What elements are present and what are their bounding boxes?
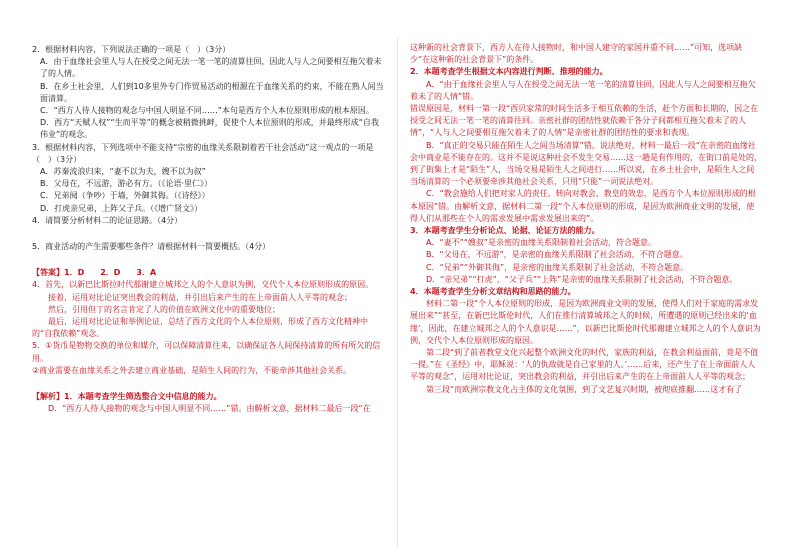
- analysis-2-c: C．“教会施给人们把对家人的责任，转向对教会、教皇的效忠，是西方个人本位原则形成的根本原因”错。由解析文意，据材料二第一段“个人本位原则的形成，是因为欧洲商业文明的发展，使得人们从那些在个人的需求发展中需求发展出来的”。: [410, 189, 756, 223]
- analysis-3-option-a: A．“妻不”“嫂叔”是亲密的血缘关系限制着社会活动，符合题意。: [426, 238, 657, 248]
- question-2-option-c: C．“西方人待人接物的观念与中国人明显不同……”本句是西方个人本位原则形成的根本原因。: [40, 106, 374, 116]
- question-3-option-b: B．父母在，不远游，游必有方。（《论语·里仁》）: [40, 179, 213, 189]
- answer-4-step-3: 最后，运用对比论证和举例论证，总结了西方文化的个人本位原则，形成了西方文化精神中的“自我依赖”观念。: [32, 317, 368, 339]
- analysis-3-option-d: D．“亲兄弟”“打虎”，“父子兵”“上阵”是亲密的血缘关系限制了社会活动，不符合题意。: [426, 274, 738, 284]
- answer-title: 【答案】1．D 2．D 3．A: [32, 268, 157, 278]
- column-divider: [397, 38, 398, 548]
- question-3-stem: 3．根据材料内容，下列选项中不能支持“宗密的血缘关系限制着若干社会活动”这一观点的一项是（ ）（3分）: [32, 142, 374, 164]
- left-column: [32, 44, 384, 415]
- answer-4-step-1: 接着，运用对比论证突出教会的利益，并引出后来产生的在上帝面前人人平等的观念；: [48, 292, 352, 302]
- question-3-option-a: A．苏秦流浪归来，“妻不以为夫，嫂不以为叔”: [40, 167, 206, 177]
- answer-5-point-1: 5．①货币是物物交换的单位和媒介，可以保障清算往来，以确保证各人间保持清算的所有所欠的信用。: [32, 341, 381, 363]
- question-3-option-c: C．兄弟阋（争吵）于墙，外御其侮。（《诗经》）: [40, 191, 210, 201]
- analysis-3-option-c: C．“兄弟”“外御其侮”，是亲密的血缘关系限制了社会活动，不符合题意。: [426, 262, 689, 272]
- question-2-option-a: A．由于血缘社会里人与人在授受之间无法一笔一笔的清算往回，因此人与人之间要相互拖欠着未了的人情。: [40, 57, 382, 79]
- analysis-4-paragraph-2: 第二段“到了前者教堂文化兴起整个欧洲文化的时代，家族的利益，在教会利益面前，竟是不值一提。”在《圣经》中，耶稣说：‘人的仇敌就是自己家里的人。’……后来，还产生了在上帝面前人人平等的观念”，运用对比论证，突出教会的利益，并引出后来产生的在上帝面前人人平等的观念；: [410, 348, 759, 382]
- analysis-4-paragraph-1: 材料二第一段“个人本位原则的形成，是因为欧洲商业文明的发展，使得人们对于家庭的需求发展出来”“甚至，在新巴比斯伦时代，人们在推行清算城邦之人的时候，所遭遇的原则已经出来的‘血缘’，因此，在建立城邦之人的个人意识是……”，以新巴比斯伦时代那谢建立城邦之人的个人意识为例，交代个人本位原则形成的原因。: [410, 299, 761, 345]
- analysis-3-title: 3．本题考查学生分析论点、论据、论证方法的能力。: [410, 226, 600, 236]
- question-4: 4．请简要分析材料二的论证思路。（4分）: [32, 215, 183, 225]
- analysis-2-a-label: A．“由于血缘社会里人与人在授受之间无法一笔一笔的清算往回，因此人与人之间要相互拖欠着未了的人情”错。: [410, 79, 756, 101]
- question-2-stem: 2．根据材料内容，下列说法正确的一项是（ ）（3分）: [32, 45, 231, 54]
- analysis-4-title: 4．本题考查学生分析文章结构和思路的能力。: [410, 287, 576, 297]
- analysis-title: 【解析】1．本题考查学生筛选整合文中信息的能力。: [32, 392, 222, 402]
- question-3-option-d: D．打虎亲兄弟，上阵父子兵。（《增广贤文》）: [40, 203, 203, 213]
- analysis-2-title: 2．本题考查学生根据文本内容进行判断、推理的能力。: [410, 67, 608, 77]
- analysis-option-d: D．“西方人待人接物的观念与中国人明显不同……”错。由解析文意，据材料二最后一段“在: [48, 404, 371, 414]
- answer-5-point-2: ②商业需要在血缘关系之外去建立商业基础，是陌生人间的行为，不能牵涉其他社会关系。: [32, 365, 352, 375]
- question-2-option-d: D．西方“天赋人权”“生而平等”的概念被稍微挑衅，促使个人本位原则的形成，并最终形成“自我伟业”的观念。: [40, 118, 379, 140]
- analysis-3-option-b: B．“父母在，不远游”，是亲密的血缘关系限制了社会活动，不符合题意。: [426, 250, 688, 260]
- question-2-option-b: B．在乡土社会里，人们到10多里外专门作贸易活动的根源在于血缘关系的约束，不能在熟人间当面清算。: [40, 81, 384, 103]
- analysis-2-b: B．“真正的交易只能在陌生人之间当场清算”错。说法绝对，材料一最后一段“在亲密的血缘社会中商业是不能存在的。这并不是说这种社会不发生交易……这一趟是有作用的，在街口前是处的，到了街集上才是“陌生”人，当场交易是陌生人之间进行……所以说，在乡土社会中，是陌生人之间当场清算的一个必须要牵涉其他社会关系，只用“只能”一词说法绝对。: [410, 140, 762, 187]
- analysis-2-a-text: 错误原因是，材料一第一段“西贝家常的时间生活多于相互依赖的生活，赶个方面和长期的，因之在授受之间无法一笔一笔的清算往回。亲密社群的团结性就依赖于各分子间都相互拖欠着未了的人情”，“人与人之间要相互拖欠着未了的人情”是亲密社群的团结性的要求和表现。: [410, 104, 759, 138]
- answer-4-intro: 4．首先，以新巴比斯拉时代那谢建立城邦之人的个人意识为例，交代个人本位原则形成的原因。: [32, 280, 374, 290]
- answer-4-step-2: 然后，引用但丁的名言肯定了人的价值在欧洲文化中的重要地位；: [48, 304, 280, 314]
- question-5: 5．商业活动的产生需要哪些条件？请根据材料一简要概括。（4分）: [32, 242, 271, 252]
- right-column: [410, 42, 762, 396]
- analysis-continued: 这种新的社会背景下，西方人在待人接物时，和中国人建守的家国并重不同……”可知，选项缺少“在这种新的社会背景下”的条件。: [410, 43, 743, 65]
- analysis-4-paragraph-3: 第三段“而欧洲宗教文化占主体的文化氛围，到了文艺复兴时期，被彻底推翻……这才有了: [426, 384, 743, 394]
